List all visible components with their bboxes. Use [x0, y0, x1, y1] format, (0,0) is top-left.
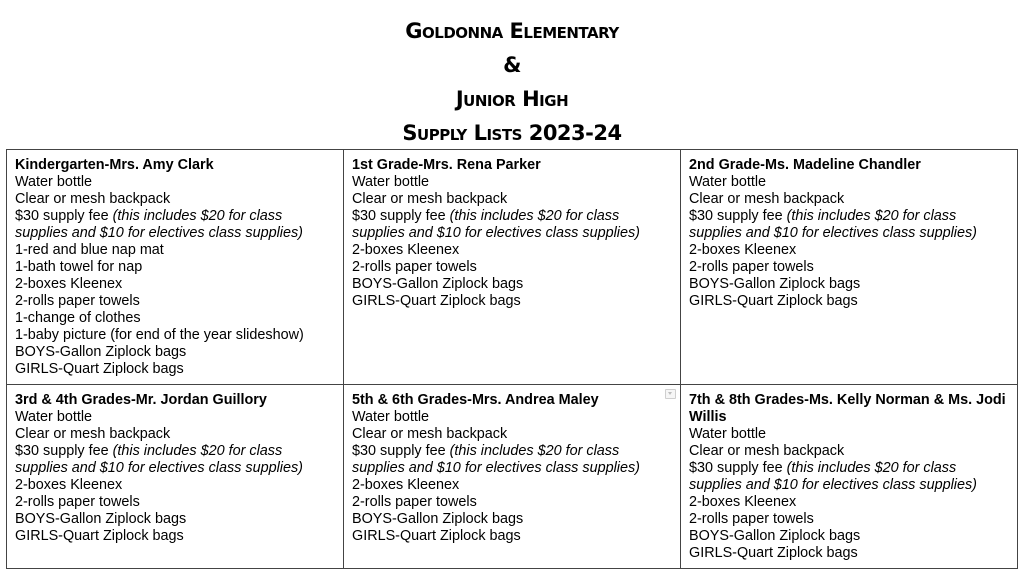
cell-fifth-sixth-grades: [344, 385, 681, 569]
list-item: 2-boxes Kleenex: [352, 242, 460, 258]
cell-title: 1st Grade-Mrs. Rena Parker: [352, 157, 541, 173]
fee-note: (this includes $20 for class supplies and $10 for electives class supplies): [352, 208, 640, 241]
list-item: 2-rolls paper towels: [352, 494, 477, 510]
title-school-name: Goldonna Elementary: [405, 19, 619, 43]
supply-fee: [689, 208, 1009, 242]
list-item: Clear or mesh backpack: [689, 191, 845, 207]
list-item: Clear or mesh backpack: [15, 191, 171, 207]
list-item: 2-boxes Kleenex: [689, 242, 797, 258]
cell-first-grade: [344, 150, 681, 385]
fee-note: (this includes $20 for class supplies and $10 for electives class supplies): [689, 460, 977, 493]
cell-third-fourth-grades: [7, 385, 344, 569]
list-item: BOYS-Gallon Ziplock bags: [352, 276, 524, 292]
list-item: BOYS-Gallon Ziplock bags: [689, 276, 861, 292]
list-item: Clear or mesh backpack: [15, 426, 171, 442]
fee-label: $30 supply fee: [689, 460, 787, 476]
supply-list-table: [6, 149, 1018, 569]
list-item: Water bottle: [689, 174, 767, 190]
table-row: [7, 385, 1018, 569]
list-item: BOYS-Gallon Ziplock bags: [689, 528, 861, 544]
title-supply-lists: Supply Lists 2023-24: [402, 121, 622, 145]
list-item: BOYS-Gallon Ziplock bags: [15, 511, 187, 527]
cell-second-grade: [681, 150, 1018, 385]
supply-fee: [15, 208, 335, 242]
cell-title: Kindergarten-Mrs. Amy Clark: [15, 157, 214, 173]
list-item: 2-rolls paper towels: [15, 494, 140, 510]
list-item: Water bottle: [15, 174, 93, 190]
list-item: Clear or mesh backpack: [689, 443, 845, 459]
list-item: GIRLS-Quart Ziplock bags: [689, 293, 858, 309]
list-item: Water bottle: [352, 409, 430, 425]
fee-note: (this includes $20 for class supplies and $10 for electives class supplies): [15, 208, 303, 241]
list-item: BOYS-Gallon Ziplock bags: [352, 511, 524, 527]
list-item: 2-rolls paper towels: [15, 293, 140, 309]
fee-label: $30 supply fee: [352, 443, 450, 459]
supply-fee: [352, 208, 672, 242]
cell-title: 2nd Grade-Ms. Madeline Chandler: [689, 157, 921, 173]
fee-label: $30 supply fee: [15, 208, 113, 224]
supply-fee: [689, 460, 1009, 494]
cell-seventh-eighth-grades: [681, 385, 1018, 569]
list-item: 2-boxes Kleenex: [15, 477, 123, 493]
supply-fee: [352, 443, 672, 477]
list-item: 1-bath towel for nap: [15, 259, 143, 275]
list-item: Water bottle: [689, 426, 767, 442]
list-item: Clear or mesh backpack: [352, 191, 508, 207]
list-item: 1-red and blue nap mat: [15, 242, 164, 258]
fee-note: (this includes $20 for class supplies and $10 for electives class supplies): [15, 443, 303, 476]
fee-note: (this includes $20 for class supplies and $10 for electives class supplies): [689, 208, 977, 241]
table-row: [7, 150, 1018, 385]
fee-label: $30 supply fee: [689, 208, 787, 224]
list-item: Water bottle: [352, 174, 430, 190]
title-ampersand: &: [503, 53, 521, 77]
fee-label: $30 supply fee: [15, 443, 113, 459]
list-item: BOYS-Gallon Ziplock bags: [15, 344, 187, 360]
cell-title: 7th & 8th Grades-Ms. Kelly Norman & Ms. Jodi Willis: [689, 392, 1006, 425]
cell-title: 3rd & 4th Grades-Mr. Jordan Guillory: [15, 392, 267, 408]
list-item: 2-boxes Kleenex: [15, 276, 123, 292]
list-item: 2-boxes Kleenex: [689, 494, 797, 510]
list-item: Clear or mesh backpack: [352, 426, 508, 442]
title-junior-high: Junior High: [455, 87, 569, 111]
page-title: [0, 14, 1024, 150]
list-item: 2-rolls paper towels: [352, 259, 477, 275]
fee-label: $30 supply fee: [352, 208, 450, 224]
cell-kindergarten: [7, 150, 344, 385]
list-item: GIRLS-Quart Ziplock bags: [352, 528, 521, 544]
list-item: Water bottle: [15, 409, 93, 425]
list-item: 1-change of clothes: [15, 310, 141, 326]
list-item: 1-baby picture (for end of the year slideshow): [15, 327, 304, 343]
list-item: 2-rolls paper towels: [689, 511, 814, 527]
list-item: GIRLS-Quart Ziplock bags: [352, 293, 521, 309]
list-item: GIRLS-Quart Ziplock bags: [689, 545, 858, 561]
supply-fee: [15, 443, 335, 477]
list-item: GIRLS-Quart Ziplock bags: [15, 361, 184, 377]
list-item: 2-boxes Kleenex: [352, 477, 460, 493]
fee-note: (this includes $20 for class supplies and $10 for electives class supplies): [352, 443, 640, 476]
comment-dropdown-icon[interactable]: [665, 389, 676, 399]
list-item: GIRLS-Quart Ziplock bags: [15, 528, 184, 544]
list-item: 2-rolls paper towels: [689, 259, 814, 275]
cell-title: 5th & 6th Grades-Mrs. Andrea Maley: [352, 392, 599, 408]
